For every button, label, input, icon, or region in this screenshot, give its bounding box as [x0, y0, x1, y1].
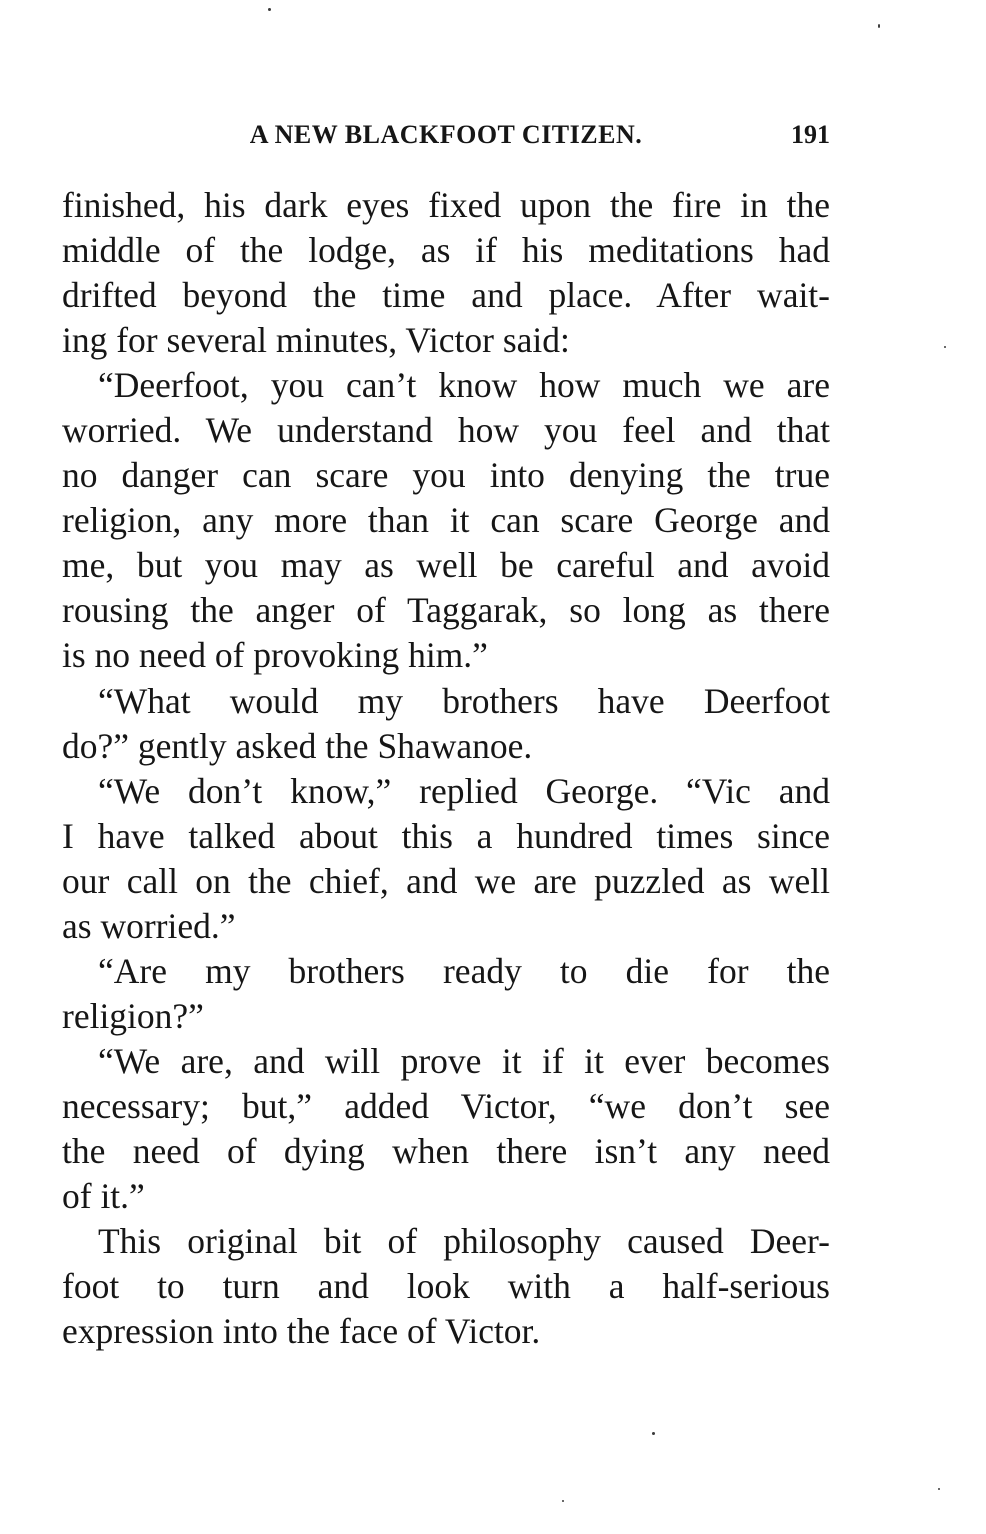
- running-head: [62, 114, 830, 154]
- text-line: ing for several minutes, Victor said:: [62, 320, 570, 361]
- text-line: “What would my brothers have Deerfoot: [98, 680, 830, 721]
- text-line: religion, any more than it can scare George and: [62, 500, 830, 541]
- scan-speck: [944, 346, 946, 348]
- text-line: me, but you may as well be careful and avoid: [62, 545, 830, 586]
- body-text: [62, 183, 830, 1354]
- text-line: of it.”: [62, 1176, 145, 1217]
- text-line: I have talked about this a hundred times since: [62, 815, 830, 856]
- text-line: our call on the chief, and we are puzzled as well: [62, 860, 830, 901]
- text-line: the need of dying when there isn’t any need: [62, 1130, 830, 1171]
- scan-speck: [878, 24, 880, 28]
- page-number: 191: [791, 120, 830, 149]
- text-line: expression into the face of Victor.: [62, 1311, 541, 1352]
- text-line: “We don’t know,” replied George. “Vic and: [98, 770, 830, 811]
- text-line: necessary; but,” added Victor, “we don’t see: [62, 1085, 830, 1126]
- text-line: finished, his dark eyes fixed upon the fire in the: [62, 185, 830, 225]
- scan-speck: [938, 1488, 940, 1490]
- text-line: rousing the anger of Taggarak, so long as there: [62, 590, 830, 631]
- scan-speck: [652, 1432, 655, 1435]
- text-line: as worried.”: [62, 905, 236, 946]
- text-line: “We are, and will prove it if it ever becomes: [98, 1040, 830, 1081]
- text-line: religion?”: [62, 995, 204, 1036]
- text-line: drifted beyond the time and place. After wait-: [62, 275, 830, 316]
- text-line: no danger can scare you into denying the true: [62, 455, 830, 496]
- text-line: middle of the lodge, as if his meditations had: [62, 230, 830, 271]
- text-line: do?” gently asked the Shawanoe.: [62, 725, 533, 766]
- text-line: worried. We understand how you feel and that: [62, 410, 830, 451]
- running-title: A NEW BLACKFOOT CITIZEN.: [249, 120, 643, 149]
- text-line: is no need of provoking him.”: [62, 635, 488, 676]
- text-line: “Are my brothers ready to die for the: [98, 950, 830, 991]
- scan-speck: [268, 8, 271, 11]
- text-line: This original bit of philosophy caused Deer-: [98, 1221, 830, 1262]
- scan-speck: [562, 1500, 564, 1502]
- text-line: foot to turn and look with a half-serious: [62, 1266, 830, 1307]
- text-line: “Deerfoot, you can’t know how much we are: [98, 365, 830, 406]
